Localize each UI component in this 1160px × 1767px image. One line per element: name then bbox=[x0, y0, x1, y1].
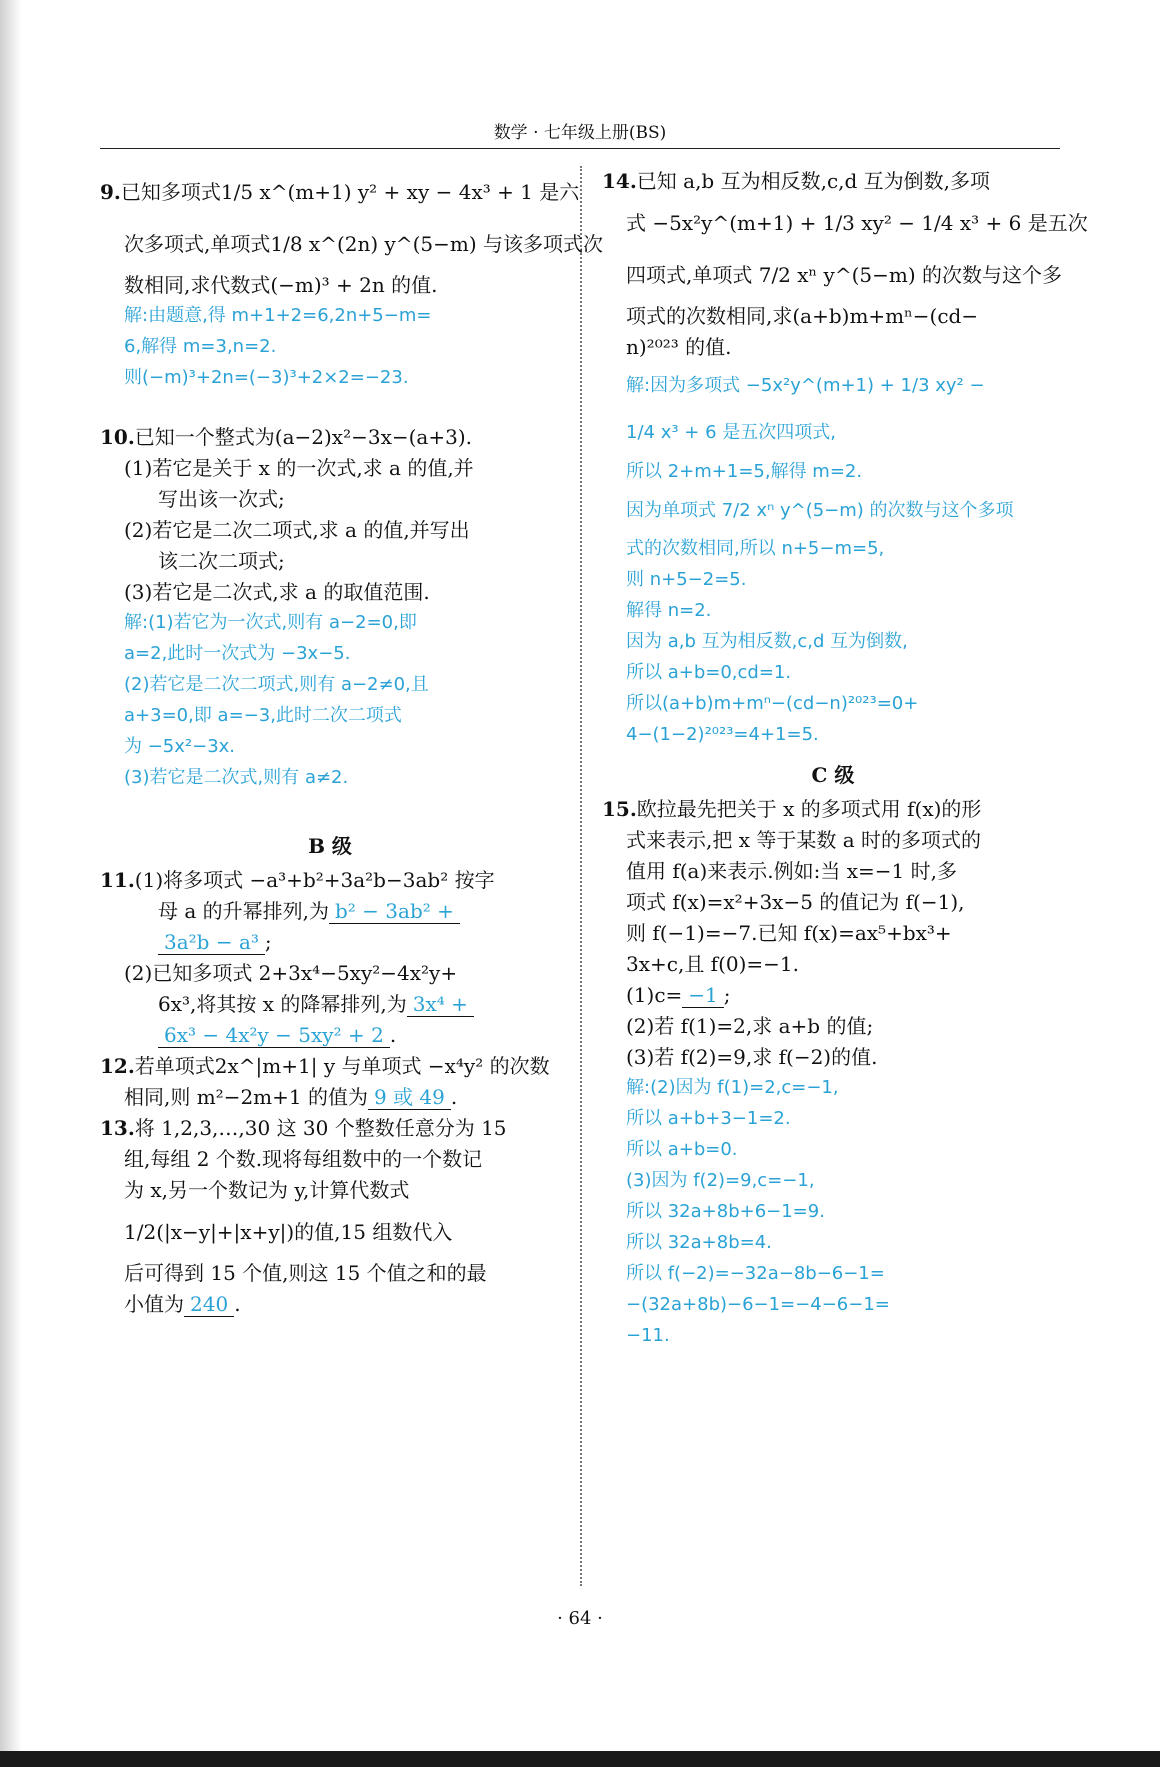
q14-answer-7: 解得 n=2. bbox=[626, 600, 712, 622]
left-column bbox=[100, 166, 603, 1320]
q10-stem: 10.已知一个整式为(a−2)x²−3x−(a+3). bbox=[100, 424, 472, 449]
q9-line-1: 9.已知多项式1/5 x^(m+1) y² + xy − 4x³ + 1 是六 bbox=[100, 180, 580, 204]
q10-answer-2: a=2,此时一次式为 −3x−5. bbox=[124, 642, 351, 664]
q10-answer-1: 解:(1)若它为一次式,则有 a−2=0,即 bbox=[124, 611, 417, 633]
q14-answer-6: 则 n+5−2=5. bbox=[626, 569, 747, 591]
q14-answer-11: 4−(1−2)²⁰²³=4+1=5. bbox=[626, 724, 819, 746]
q14-answer-8: 因为 a,b 互为相反数,c,d 互为倒数, bbox=[626, 631, 908, 653]
q13-line-6: 小值为 240 . bbox=[124, 1291, 241, 1316]
q11-blank-1b: 3a²b − a³ bbox=[158, 930, 265, 955]
q13-line-5: 后可得到 15 个值,则这 15 个值之和的最 bbox=[124, 1260, 487, 1285]
q15-part-3: (3)若 f(2)=9,求 f(−2)的值. bbox=[626, 1045, 878, 1070]
q14-answer-10: 所以(a+b)m+mⁿ−(cd−n)²⁰²³=0+ bbox=[626, 693, 919, 715]
spacer bbox=[100, 794, 560, 822]
q14-answer-4: 因为单项式 7/2 xⁿ y^(5−m) 的次数与这个多项 bbox=[626, 499, 1014, 521]
page-edge-shadow bbox=[0, 0, 22, 1767]
q12-line-1: 12.若单项式2x^|m+1| y 与单项式 −x⁴y² 的次数 bbox=[100, 1053, 550, 1078]
q15-answer-5: 所以 32a+8b+6−1=9. bbox=[626, 1200, 825, 1222]
question-10 bbox=[100, 422, 560, 794]
q15-answer-8: −(32a+8b)−6−1=−4−6−1= bbox=[626, 1293, 890, 1315]
q15-answer-7: 所以 f(−2)=−32a−8b−6−1= bbox=[626, 1262, 885, 1284]
q11-blank-2b: 6x³ − 4x²y − 5xy² + 2 bbox=[158, 1023, 390, 1048]
question-14 bbox=[602, 166, 1088, 751]
q9-answer-2: 6,解得 m=3,n=2. bbox=[124, 335, 277, 357]
q10-part-1b: 写出该一次式; bbox=[158, 486, 285, 511]
q10-answer-5: 为 −5x²−3x. bbox=[124, 735, 236, 757]
q15-blank: −1 bbox=[682, 983, 723, 1008]
q11-part-2c: 6x³ − 4x²y − 5xy² + 2 . bbox=[100, 1020, 560, 1051]
question-12 bbox=[100, 1051, 560, 1113]
q15-answer-3: 所以 a+b=0. bbox=[626, 1138, 738, 1160]
q10-answer-6: (3)若它是二次式,则有 a≠2. bbox=[124, 766, 349, 788]
question-9 bbox=[100, 166, 603, 394]
q11-part-2a: (2)已知多项式 2+3x⁴−5xy²−4x²y+ bbox=[124, 960, 458, 985]
column-divider bbox=[580, 166, 582, 1586]
q10-answer-4: a+3=0,即 a=−3,此时二次二项式 bbox=[124, 704, 402, 726]
q13-blank: 240 bbox=[184, 1292, 234, 1317]
page-header: 数学 · 七年级上册(BS) bbox=[493, 123, 667, 143]
question-13 bbox=[100, 1113, 560, 1320]
q10-part-2b: 该二次二项式; bbox=[158, 548, 285, 573]
q15-line-3: 值用 f(a)来表示.例如:当 x=−1 时,多 bbox=[626, 859, 957, 884]
question-15 bbox=[602, 794, 1064, 1352]
q13-line-1: 13.将 1,2,3,…,30 这 30 个整数任意分为 15 bbox=[100, 1115, 507, 1140]
q14-answer-1: 解:因为多项式 −5x²y^(m+1) + 1/3 xy² − bbox=[626, 375, 985, 396]
bottom-edge-bar bbox=[0, 1751, 1160, 1767]
q10-part-1a: (1)若它是关于 x 的一次式,求 a 的值,并 bbox=[124, 455, 474, 480]
q15-answer-2: 所以 a+b+3−1=2. bbox=[626, 1107, 791, 1129]
q15-part-1: (1)c= −1 ; bbox=[626, 983, 731, 1008]
q14-line-1: 14.已知 a,b 互为相反数,c,d 互为倒数,多项 bbox=[602, 169, 991, 193]
q15-line-4: 项式 f(x)=x²+3x−5 的值记为 f(−1), bbox=[626, 890, 965, 915]
q11-part-1a: 11.(1)将多项式 −a³+b²+3a²b−3ab² 按字 bbox=[100, 867, 495, 892]
q13-line-4: 1/2(|x−y|+|x+y|)的值,15 组数代入 bbox=[124, 1219, 453, 1244]
q14-line-3: 四项式,单项式 7/2 xⁿ y^(5−m) 的次数与这个多 bbox=[626, 263, 1063, 287]
q11-part-1c: 3a²b − a³ ; bbox=[100, 927, 560, 958]
page-number: · 64 · bbox=[557, 1608, 603, 1629]
q14-answer-5: 式的次数相同,所以 n+5−m=5, bbox=[626, 538, 885, 560]
q15-answer-4: (3)因为 f(2)=9,c=−1, bbox=[626, 1169, 815, 1191]
spacer bbox=[100, 394, 560, 422]
q14-answer-9: 所以 a+b=0,cd=1. bbox=[626, 662, 792, 684]
header-rule bbox=[100, 148, 1060, 149]
q15-line-5: 则 f(−1)=−7.已知 f(x)=ax⁵+bx³+ bbox=[626, 921, 952, 946]
q10-part-2a: (2)若它是二次二项式,求 a 的值,并写出 bbox=[124, 517, 470, 542]
q15-part-2: (2)若 f(1)=2,求 a+b 的值; bbox=[626, 1014, 874, 1039]
q9-line-2: 次多项式,单项式1/8 x^(2n) y^(5−m) 与该多项式次 bbox=[124, 232, 603, 256]
q10-answer-3: (2)若它是二次二项式,则有 a−2≠0,且 bbox=[124, 673, 429, 695]
q12-line-2: 相同,则 m²−2m+1 的值为 9 或 49 . bbox=[124, 1084, 458, 1109]
q11-part-2b: 6x³,将其按 x 的降幂排列,为 3x⁴ + bbox=[100, 989, 560, 1020]
q15-answer-1: 解:(2)因为 f(1)=2,c=−1, bbox=[626, 1077, 839, 1099]
q14-answer-2: 1/4 x³ + 6 是五次四项式, bbox=[626, 421, 836, 443]
q15-line-1: 15.欧拉最先把关于 x 的多项式用 f(x)的形 bbox=[602, 797, 982, 822]
grade-c-heading: C 级 bbox=[811, 763, 855, 788]
q11-blank-2a: 3x⁴ + bbox=[407, 992, 474, 1017]
q15-line-6: 3x+c,且 f(0)=−1. bbox=[626, 952, 800, 977]
q15-line-2: 式来表示,把 x 等于某数 a 时的多项式的 bbox=[626, 828, 981, 853]
q14-line-4: 项式的次数相同,求(a+b)m+mⁿ−(cd− bbox=[626, 304, 979, 328]
q15-answer-6: 所以 32a+8b=4. bbox=[626, 1231, 772, 1253]
grade-b-heading: B 级 bbox=[308, 833, 352, 858]
q13-line-2: 组,每组 2 个数.现将每组数中的一个数记 bbox=[124, 1146, 483, 1171]
q14-line-5: n)²⁰²³ 的值. bbox=[626, 335, 732, 359]
q9-answer-3: 则(−m)³+2n=(−3)³+2×2=−23. bbox=[124, 366, 409, 388]
q10-part-3: (3)若它是二次式,求 a 的取值范围. bbox=[124, 579, 430, 604]
q9-answer-1: 解:由题意,得 m+1+2=6,2n+5−m= bbox=[124, 305, 432, 326]
q13-line-3: 为 x,另一个数记为 y,计算代数式 bbox=[124, 1177, 410, 1202]
q9-line-3: 数相同,求代数式(−m)³ + 2n 的值. bbox=[124, 273, 438, 297]
q12-blank: 9 或 49 bbox=[368, 1085, 451, 1110]
q15-answer-9: −11. bbox=[626, 1324, 670, 1346]
q11-part-1b: 母 a 的升幂排列,为 b² − 3ab² + bbox=[100, 896, 560, 927]
q14-line-2: 式 −5x²y^(m+1) + 1/3 xy² − 1/4 x³ + 6 是五次 bbox=[626, 211, 1088, 235]
right-column bbox=[602, 166, 1088, 1352]
q11-blank-1a: b² − 3ab² + bbox=[329, 899, 460, 924]
question-11 bbox=[100, 865, 560, 1051]
q14-answer-3: 所以 2+m+1=5,解得 m=2. bbox=[626, 460, 863, 482]
